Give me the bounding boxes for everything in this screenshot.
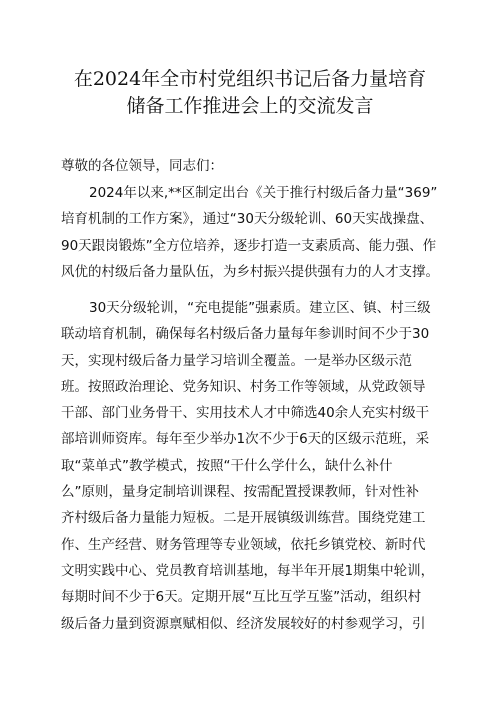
paragraph-2-line: 级后备力量到资源禀赋相似、经济发展较好的村参观学习，引 [61,615,426,632]
paragraph-1-line: 90天跟岗锻炼”全方位培养，逐步打造一支素质高、能力强、作 [61,237,437,254]
paragraph-2-line: 30天分级轮训，“充电提能”强素质。建立区、镇、村三级 [89,300,431,316]
paragraph-2 [61,295,436,637]
document-title [70,66,430,120]
paragraph-2-line: 班。按照政治理论、党务知识、村务工作等领域，从党政领导 [61,378,426,395]
title-line-1: 在2024年全市村党组织书记后备力量培育 [73,68,427,90]
paragraph-2-line: 部培训师资库。每年至少举办1次不少于6天的区级示范班，采 [61,431,430,448]
paragraph-1-line: 培育机制的工作方案》，通过“30天分级轮训、60天实战操盘、 [61,211,434,228]
paragraph-2-line: 联动培育机制，确保每名村级后备力量每年参训时间不少于30 [61,326,430,343]
title-line-2: 储备工作推进会上的交流发言 [126,95,374,117]
paragraph-1 [61,180,439,285]
paragraph-2-line: 文明实践中心、党员教育培训基地，每半年开展1期集中轮训， [61,562,435,579]
salutation: 尊敬的各位领导，同志们： [61,158,223,174]
paragraph-2-line: 天，实现村级后备力量学习培训全覆盖。一是举办区级示范 [61,352,412,369]
paragraph-2-line: 齐村级后备力量能力短板。二是开展镇级训练营。围绕党建工 [61,510,426,527]
paragraph-2-line: 每期时间不少于6天。定期开展“互比互学互鉴”活动，组织村 [61,589,422,606]
paragraph-1-line: 2024年以来,**区制定出台《关于推行村级后备力量“369” [89,185,438,201]
paragraph-2-line: 取“菜单式”教学模式，按照“干什么学什么，缺什么补什 [61,457,393,474]
paragraph-1-line: 风优的村级后备力量队伍，为乡村振兴提供强有力的人才支撑。 [61,263,439,280]
paragraph-2-line: 作、生产经营、财务管理等专业领域，依托乡镇党校、新时代 [61,536,426,553]
paragraph-2-line: 干部、部门业务骨干、实用技术人才中筛选40余人充实村级干 [61,405,430,422]
paragraph-2-line: 么”原则，量身定制培训课程、按需配置授课教师，针对性补 [61,484,419,501]
